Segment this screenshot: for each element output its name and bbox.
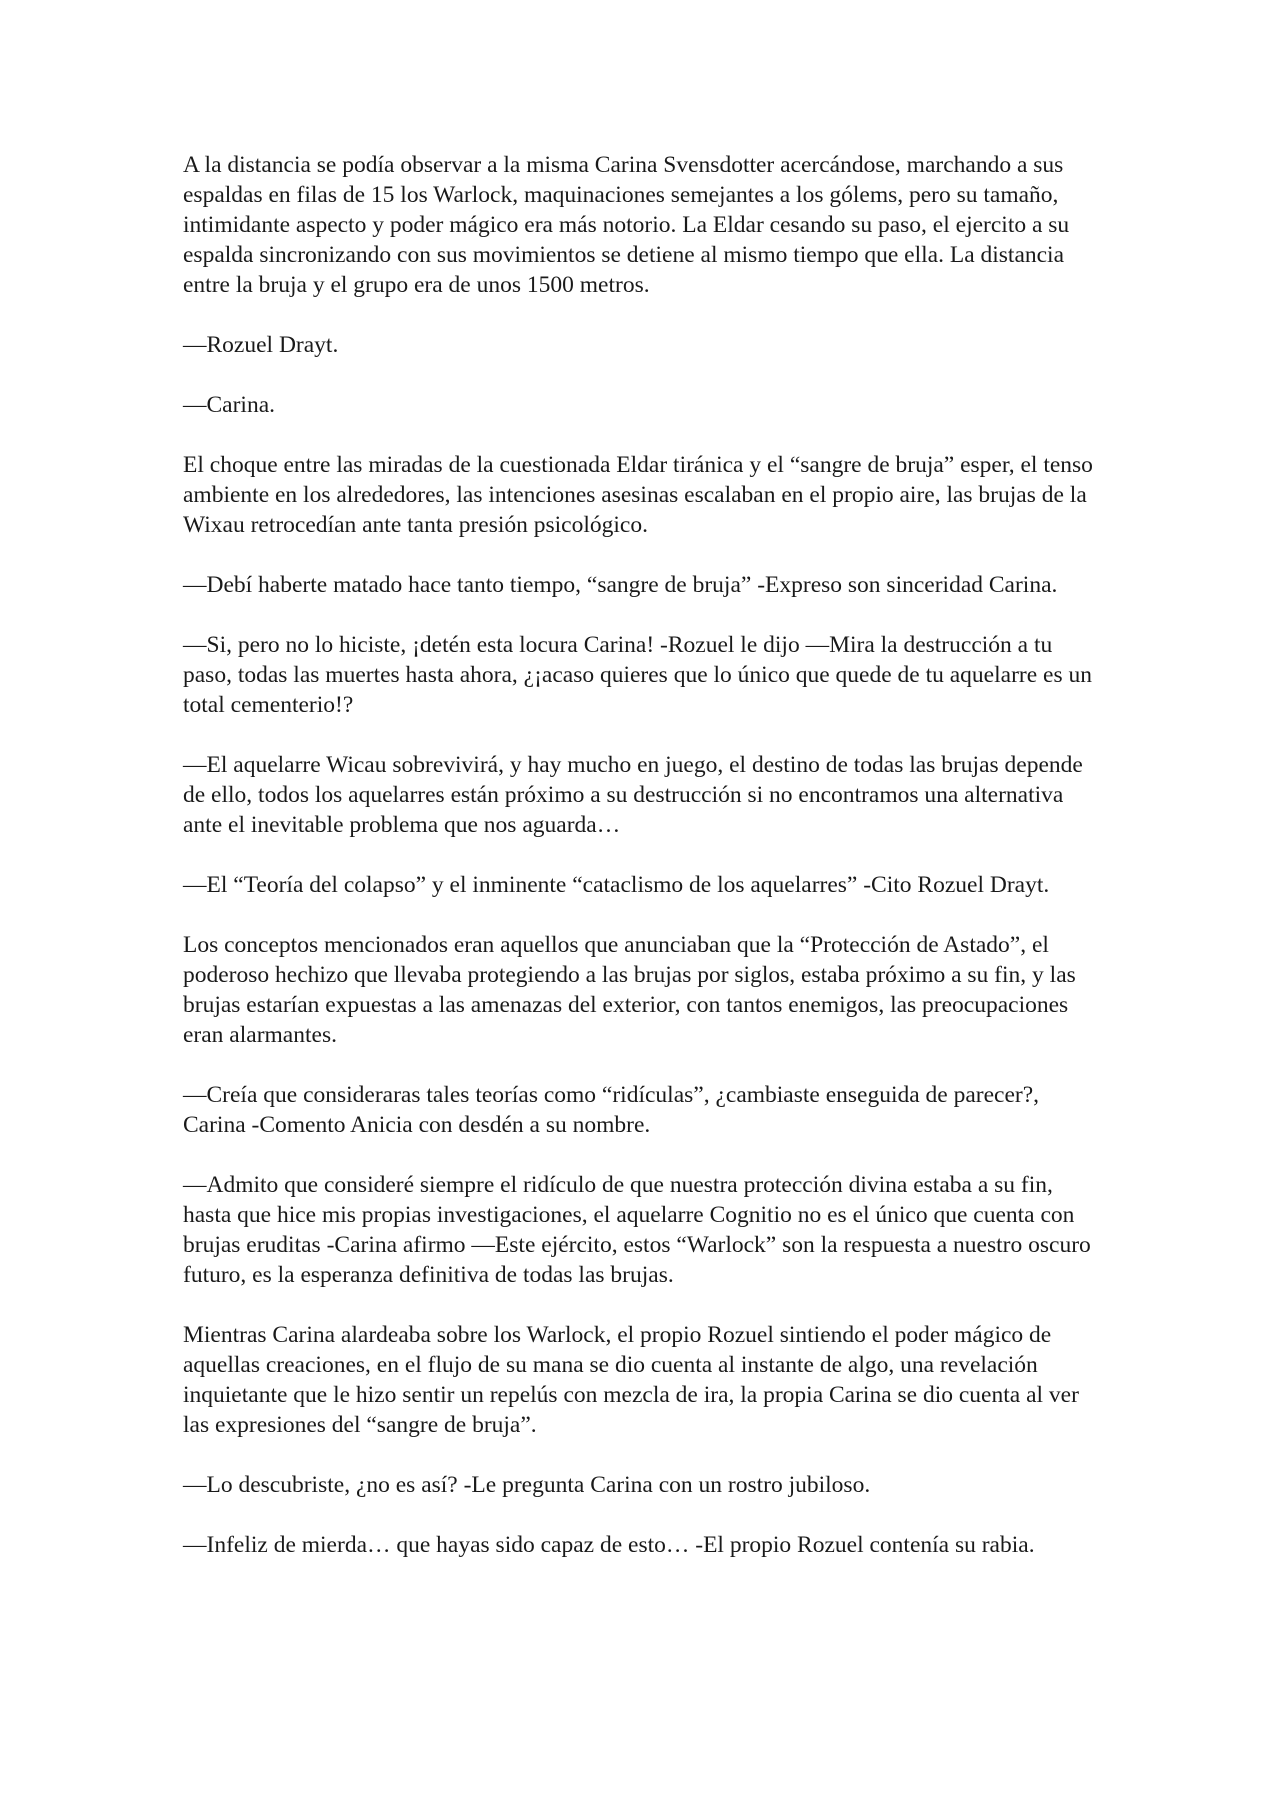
paragraph: —Creía que consideraras tales teorías como “ridículas”, ¿cambiaste enseguida de parecer?, Carina -Comento Anicia con desdén a su nombre.: [183, 1082, 1040, 1138]
paragraph: —Carina.: [183, 392, 276, 418]
paragraph: A la distancia se podía observar a la misma Carina Svensdotter acercándose, marchando a sus espaldas en filas de 15 los Warlock, maquinaciones semejantes a los gólems, pero su tamaño, intimidante aspecto y poder mágico era más notorio. La Eldar cesando su paso, el ejercito a su espalda sincronizando con sus movimientos se detiene al mismo tiempo que ella. La distancia entre la bruja y el grupo era de unos 1500 metros.: [183, 152, 1070, 298]
paragraph: —Debí haberte matado hace tanto tiempo, “sangre de bruja” -Expreso son sinceridad Carina.: [183, 572, 1058, 598]
document-page: [183, 150, 1105, 1590]
paragraph: —Infeliz de mierda… que hayas sido capaz de esto… -El propio Rozuel contenía su rabia.: [183, 1532, 1035, 1558]
paragraph: Mientras Carina alardeaba sobre los Warlock, el propio Rozuel sintiendo el poder mágico de aquellas creaciones, en el flujo de su mana se dio cuenta al instante de algo, una revelación inquietante que le hizo sentir un repelús con mezcla de ira, la propia Carina se dio cuenta al ver las expresiones del “sangre de bruja”.: [183, 1322, 1079, 1438]
paragraph: —Lo descubriste, ¿no es así? -Le pregunta Carina con un rostro jubiloso.: [183, 1472, 871, 1498]
paragraph: —Admito que consideré siempre el ridículo de que nuestra protección divina estaba a su fin, hasta que hice mis propias investigaciones, el aquelarre Cognitio no es el único que cuenta con brujas eruditas -Carina afirmo —Este ejército, estos “Warlock” son la respuesta a nuestro oscuro futuro, es la esperanza definitiva de todas las brujas.: [183, 1172, 1091, 1288]
paragraph: —El “Teoría del colapso” y el inminente “cataclismo de los aquelarres” -Cito Rozuel Drayt.: [183, 872, 1050, 898]
paragraph: El choque entre las miradas de la cuestionada Eldar tiránica y el “sangre de bruja” esper, el tenso ambiente en los alrededores, las intenciones asesinas escalaban en el propio aire, las brujas de la Wixau retrocedían ante tanta presión psicológico.: [183, 452, 1093, 538]
paragraph: Los conceptos mencionados eran aquellos que anunciaban que la “Protección de Astado”, el poderoso hechizo que llevaba protegiendo a las brujas por siglos, estaba próximo a su fin, y las brujas estarían expuestas a las amenazas del exterior, con tantos enemigos, las preocupaciones eran alarmantes.: [183, 932, 1076, 1048]
paragraph: —El aquelarre Wicau sobrevivirá, y hay mucho en juego, el destino de todas las brujas depende de ello, todos los aquelarres están próximo a su destrucción si no encontramos una alternativa ante el inevitable problema que nos aguarda…: [183, 752, 1083, 838]
paragraph: —Rozuel Drayt.: [183, 332, 339, 358]
paragraph: —Si, pero no lo hiciste, ¡detén esta locura Carina! -Rozuel le dijo —Mira la destrucción a tu paso, todas las muertes hasta ahora, ¿¡acaso quieres que lo único que quede de tu aquelarre es un total cementerio!?: [183, 632, 1092, 718]
